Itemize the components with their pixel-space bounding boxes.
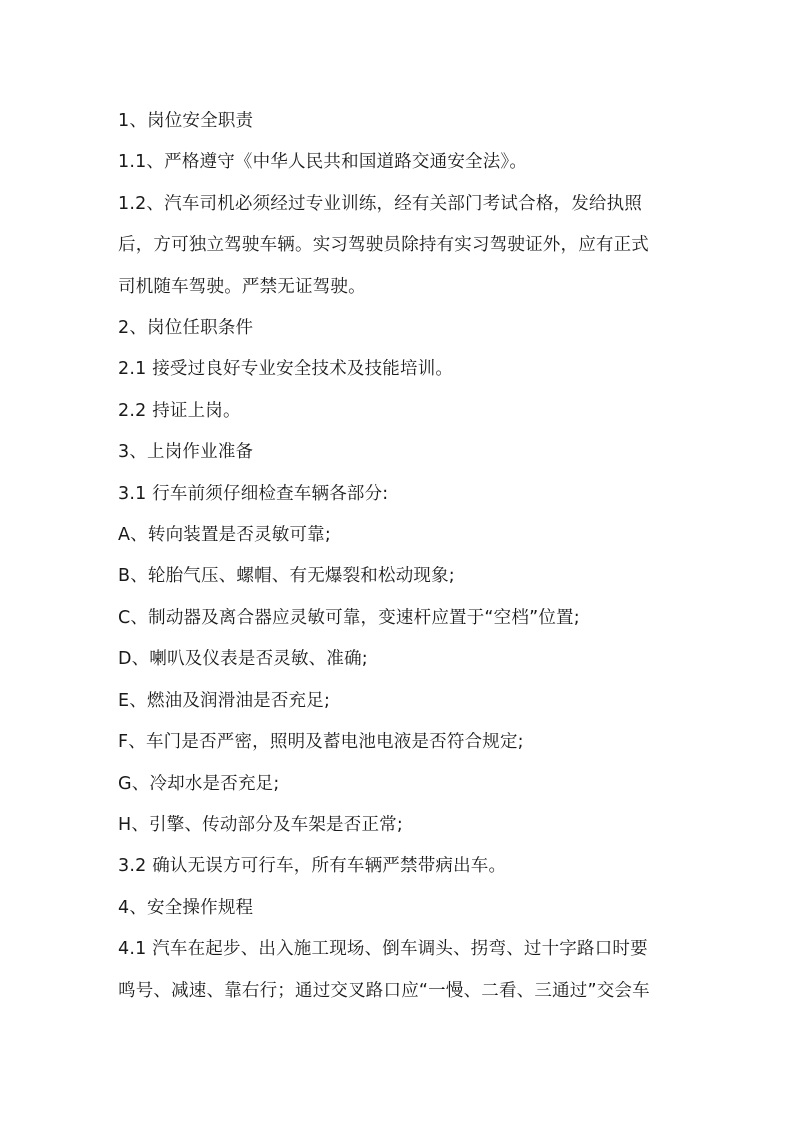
paragraph-1-1: 1.1、严格遵守《中华人民共和国道路交通安全法》。 — [118, 152, 528, 173]
paragraph-3-1: 3.1 行车前须仔细检查车辆各部分: — [118, 483, 389, 504]
list-item-b: B、轮胎气压、螺帽、有无爆裂和松动现象; — [118, 566, 455, 587]
heading-4-safety-procedures: 4、安全操作规程 — [118, 897, 254, 918]
list-item-d: D、喇叭及仪表是否灵敏、准确; — [118, 649, 368, 670]
list-item-f: F、车门是否严密，照明及蓄电池电液是否符合规定; — [118, 732, 524, 753]
paragraph-4-1-line-2: 鸣号、减速、靠右行；通过交叉路口应“一慢、二看、三通过”交会车 — [118, 980, 650, 1001]
paragraph-2-1: 2.1 接受过良好专业安全技术及技能培训。 — [118, 359, 454, 380]
paragraph-4-1-line-1: 4.1 汽车在起步、出入施工现场、倒车调头、拐弯、过十字路口时要 — [118, 939, 648, 960]
paragraph-1-2-line-1: 1.2、汽车司机必须经过专业训练，经有关部门考试合格，发给执照 — [118, 193, 643, 214]
paragraph-1-2-line-2: 后，方可独立驾驶车辆。实习驾驶员除持有实习驾驶证外，应有正式 — [118, 235, 649, 256]
list-item-a: A、转向装置是否灵敏可靠; — [118, 525, 331, 546]
heading-2-job-qualifications: 2、岗位任职条件 — [118, 318, 254, 339]
list-item-h: H、引擎、传动部分及车架是否正常; — [118, 814, 403, 835]
heading-3-work-preparation: 3、上岗作业准备 — [118, 442, 254, 463]
paragraph-1-2-line-3: 司机随车驾驶。严禁无证驾驶。 — [118, 276, 366, 297]
paragraph-2-2: 2.2 持证上岗。 — [118, 400, 241, 421]
list-item-c: C、制动器及离合器应灵敏可靠，变速杆应置于“空档”位置; — [118, 607, 580, 628]
heading-1-job-safety-duties: 1、岗位安全职责 — [118, 111, 254, 131]
paragraph-3-2: 3.2 确认无误方可行车，所有车辆严禁带病出车。 — [118, 856, 507, 877]
list-item-g: G、冷却水是否充足; — [118, 773, 280, 794]
list-item-e: E、燃油及润滑油是否充足; — [118, 690, 331, 711]
